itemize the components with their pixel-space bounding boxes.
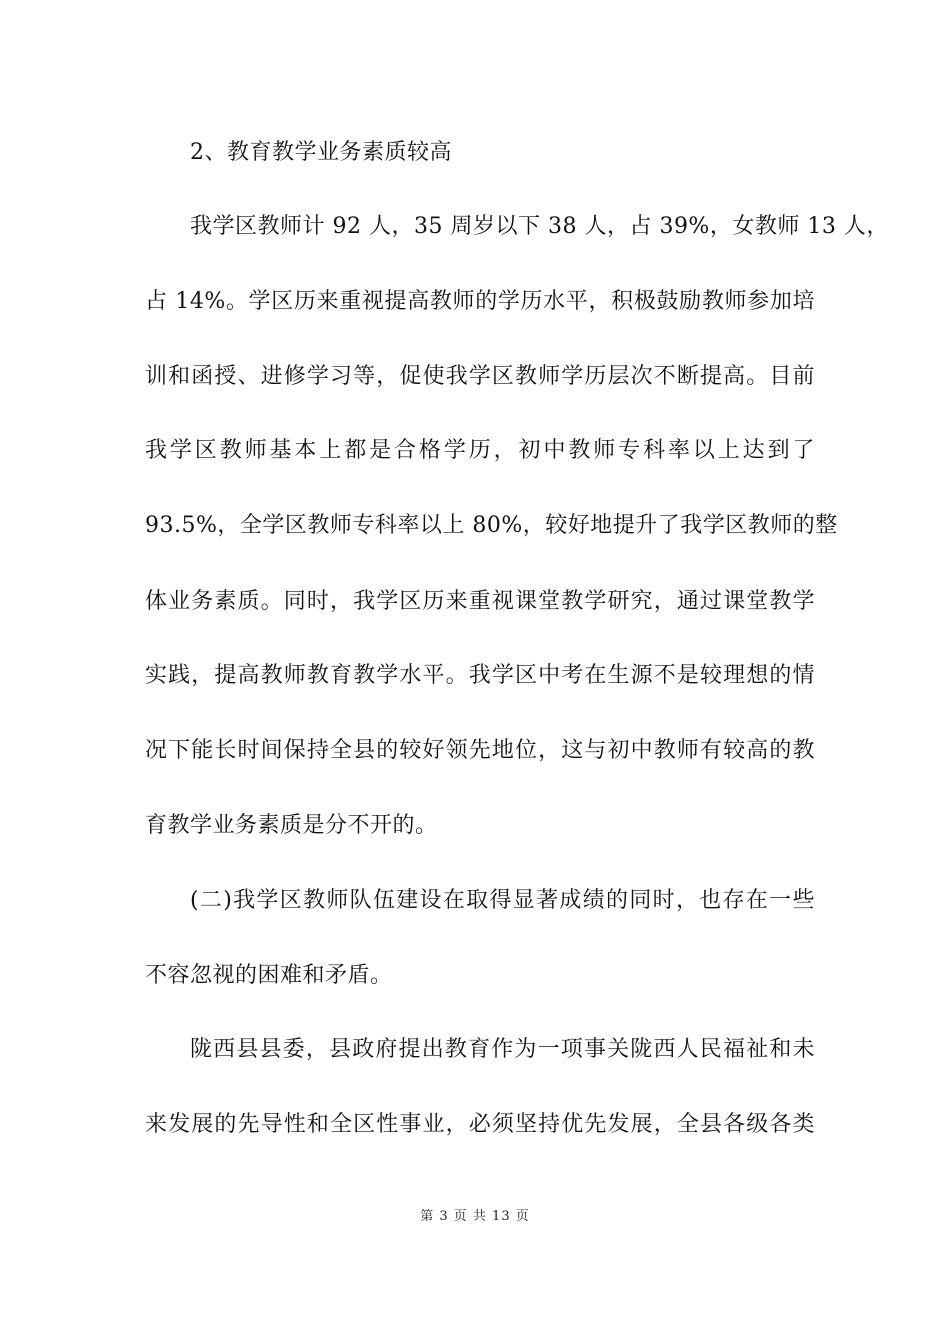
paragraph-line: 育教学业务素质是分不开的。 bbox=[145, 813, 438, 838]
paragraph-line: 93.5%，全学区教师专科率以上 80%，较好地提升了我学区教师的整 bbox=[145, 513, 838, 538]
page-footer bbox=[0, 1208, 950, 1226]
section-heading: 2、教育教学业务素质较高 bbox=[190, 140, 452, 165]
paragraph-line: 来发展的先导性和全区性事业，必须坚持优先发展，全县各级各类 bbox=[145, 1112, 815, 1137]
paragraph-line: 我学区教师计 92 人，35 周岁以下 38 人，占 39%，女教师 13 人， bbox=[190, 214, 889, 239]
paragraph-line: 训和函授、进修学习等，促使我学区教师学历层次不断提高。目前 bbox=[145, 364, 815, 389]
paragraph-line: 我学区教师基本上都是合格学历，初中教师专科率以上达到了 bbox=[145, 438, 815, 463]
page-number-label: 第 3 页 共 13 页 bbox=[420, 1209, 530, 1224]
paragraph-line: 体业务素质。同时，我学区历来重视课堂教学研究，通过课堂教学 bbox=[145, 589, 815, 614]
paragraph-line: 陇西县县委，县政府提出教育作为一项事关陇西人民福祉和未 bbox=[190, 1037, 815, 1062]
paragraph-line: 占 14%。学区历来重视提高教师的学历水平，积极鼓励教师参加培 bbox=[145, 289, 815, 314]
paragraph-line: 况下能长时间保持全县的较好领先地位，这与初中教师有较高的教 bbox=[145, 738, 815, 763]
paragraph-line: (二)我学区教师队伍建设在取得显著成绩的同时，也存在一些 bbox=[190, 888, 815, 913]
paragraph-line: 实践，提高教师教育教学水平。我学区中考在生源不是较理想的情 bbox=[145, 663, 815, 688]
paragraph-line: 不容忽视的困难和矛盾。 bbox=[145, 963, 393, 988]
